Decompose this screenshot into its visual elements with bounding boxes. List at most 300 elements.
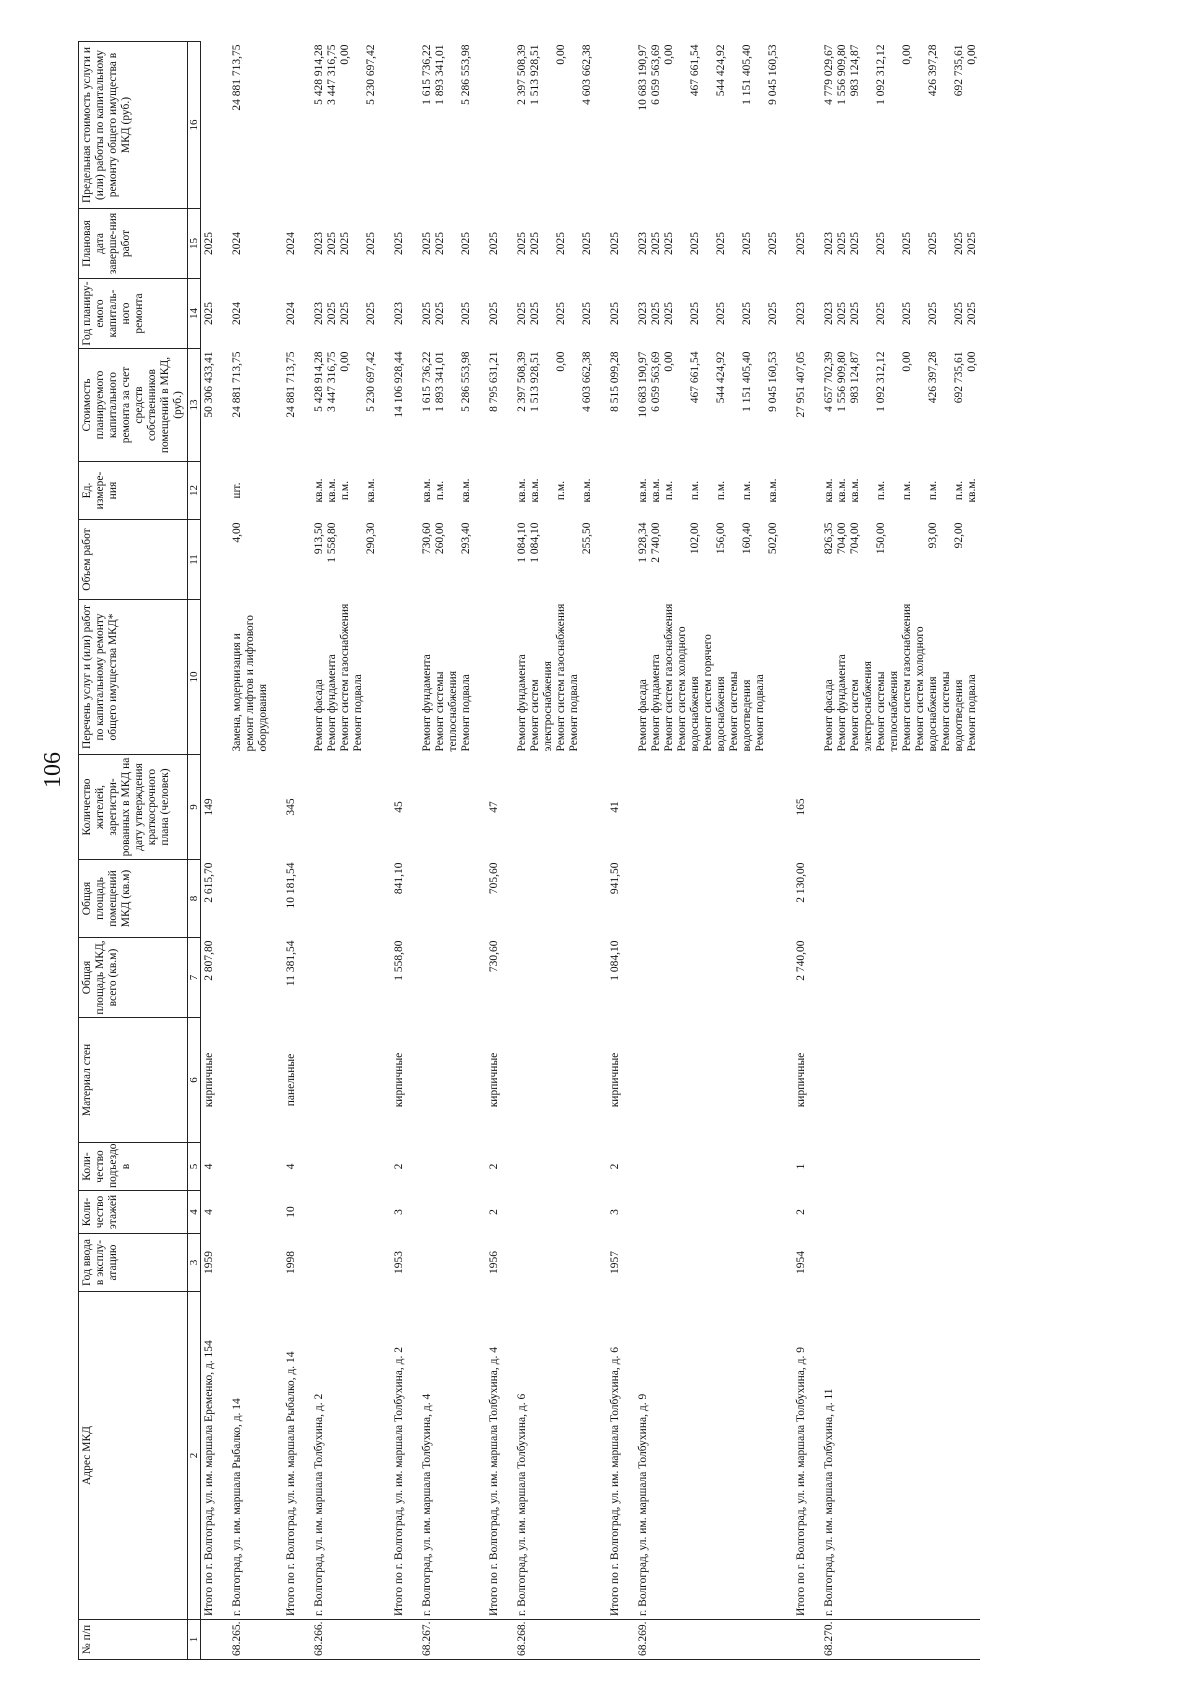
unit-line — [940, 465, 953, 517]
works-list-line: Ремонт подвала — [352, 674, 364, 752]
works-list — [595, 600, 623, 755]
work-volume-line: 913,50 — [313, 522, 325, 555]
work-volume-line: 93,00 — [927, 522, 939, 549]
work-volume — [474, 520, 502, 600]
column-header-6: Материал стен — [79, 1018, 188, 1143]
residents-count — [502, 755, 595, 860]
limit-cost — [595, 42, 623, 209]
completion-date-line: 2025 — [581, 232, 593, 255]
column-number-2: 2 — [188, 1292, 201, 1620]
planned-year-line — [888, 282, 901, 346]
planned-year-line: 2023 — [795, 302, 807, 325]
work-volume-line: 290,30 — [365, 522, 377, 555]
column-header-14: Год планиру-емого капиталь-ного ремонта — [79, 279, 188, 349]
work-volume — [217, 520, 271, 600]
address-cell: г. Волгоград, ул. им. маршала Толбухина, д. 4 — [421, 1393, 433, 1616]
total-area — [809, 938, 980, 1018]
repair-cost — [474, 349, 502, 462]
total-row — [379, 42, 407, 1660]
commission-year — [217, 1234, 271, 1292]
works-list-line: Ремонт системы теплоснабжения — [434, 671, 459, 752]
completion-date-line: 2025 — [203, 232, 215, 255]
column-header-15: Плановая дата заверше-ния работ — [79, 209, 188, 279]
limit-cost-line: 1 615 736,22 — [421, 44, 433, 105]
completion-date-line: 2025 — [795, 232, 807, 255]
planned-year-line: 2023 — [313, 302, 325, 325]
unit-line: кв.м. — [365, 478, 377, 503]
repair-cost-line — [940, 352, 953, 459]
entrances-count — [623, 1143, 781, 1191]
total-row — [271, 42, 299, 1660]
planned-year-line: 2025 — [434, 302, 446, 325]
unit — [809, 462, 980, 520]
rooms-area: 941,50 — [609, 862, 621, 895]
completion-date-line: 2025 — [488, 232, 500, 255]
planned-year — [502, 279, 595, 349]
wall-material: кирпичные — [203, 1052, 215, 1108]
total-row — [595, 42, 623, 1660]
rooms-area: 2 615,70 — [203, 862, 215, 903]
work-volume-line — [888, 523, 901, 597]
work-volume-line — [676, 523, 689, 597]
limit-cost-line — [568, 45, 581, 206]
repair-cost-line: 0,00 — [339, 351, 351, 372]
repair-cost-line: 5 230 697,42 — [365, 351, 377, 412]
limit-cost-line: 692 735,61 — [953, 44, 965, 97]
completion-date-line: 2025 — [741, 232, 753, 255]
repair-cost — [271, 349, 299, 462]
unit-line: п.м. — [663, 480, 675, 501]
completion-date-line: 2025 — [953, 232, 965, 255]
completion-date-line: 2023 — [823, 232, 835, 255]
limit-cost-line: 4 603 662,38 — [581, 44, 593, 105]
item-number: 68.270. — [809, 1620, 980, 1660]
repair-cost-line: 426 397,28 — [927, 351, 939, 404]
limit-cost-line: 983 124,87 — [849, 44, 861, 97]
unit-line — [702, 465, 715, 517]
work-volume — [201, 520, 218, 600]
works-list-line: Ремонт фундамента — [421, 654, 433, 752]
unit-line — [447, 465, 460, 517]
unit-line: кв.м. — [823, 478, 835, 503]
total-area — [407, 938, 474, 1018]
column-number-1: 1 — [188, 1620, 201, 1660]
work-volume-line — [568, 523, 581, 597]
repair-cost-line: 0,00 — [966, 351, 978, 372]
completion-date — [271, 209, 299, 279]
work-volume-line: 704,00 — [849, 522, 861, 555]
completion-date-line — [862, 212, 875, 276]
floors-count: 2 — [795, 1209, 807, 1215]
limit-cost — [809, 42, 980, 209]
limit-cost-line: 24 881 713,75 — [231, 44, 243, 111]
completion-date-line: 2025 — [901, 232, 913, 255]
unit — [299, 462, 379, 520]
completion-date-line: 2025 — [836, 232, 848, 255]
limit-cost-line: 2 397 508,39 — [516, 44, 528, 105]
entrances-count — [809, 1143, 980, 1191]
repair-cost — [623, 349, 781, 462]
planned-year-line: 2025 — [836, 302, 848, 325]
works-list — [623, 600, 781, 755]
address-cell: Итого по г. Волгоград, ул. им. маршала Толбухина, д. 6 — [609, 1347, 621, 1616]
limit-cost-line: 544 424,92 — [715, 44, 727, 97]
table-row — [809, 42, 980, 1660]
completion-date-line — [888, 212, 901, 276]
limit-cost — [201, 42, 218, 209]
unit-line: кв.м. — [529, 478, 541, 503]
entrances-count — [502, 1143, 595, 1191]
completion-date-line — [568, 212, 581, 276]
repair-cost-line — [862, 352, 875, 459]
column-number-10: 10 — [188, 600, 201, 755]
repair-cost-line: 1 893 341,01 — [434, 351, 446, 412]
rooms-area — [623, 860, 781, 938]
repair-cost-line — [447, 352, 460, 459]
table-row — [299, 42, 379, 1660]
completion-date — [809, 209, 980, 279]
work-volume-line: 4,00 — [231, 522, 243, 543]
planned-year-line: 2025 — [488, 302, 500, 325]
completion-date-line — [728, 212, 741, 276]
works-list-line: Ремонт систем электроснабжения — [529, 661, 554, 752]
repair-cost-line — [568, 352, 581, 459]
limit-cost-line — [352, 45, 365, 206]
table-body — [201, 42, 981, 1660]
commission-year: 1959 — [203, 1251, 215, 1274]
work-volume-line — [901, 523, 914, 597]
unit-line: п.м. — [434, 480, 446, 501]
work-volume-line: 502,00 — [767, 522, 779, 555]
repair-cost-line: 4 657 702,39 — [823, 351, 835, 412]
work-volume-line — [940, 523, 953, 597]
residents-count — [217, 755, 271, 860]
table-row — [623, 42, 781, 1660]
total-area: 2 740,00 — [795, 940, 807, 981]
floors-count — [809, 1191, 980, 1234]
limit-cost-line: 1 513 928,51 — [529, 44, 541, 105]
completion-date-line — [542, 212, 555, 276]
unit-line: п.м. — [339, 480, 351, 501]
unit-line: п.м. — [689, 480, 701, 501]
completion-date — [299, 209, 379, 279]
works-list-line: Ремонт фундамента — [326, 654, 338, 752]
completion-date — [623, 209, 781, 279]
column-header-11: Объем работ — [79, 520, 188, 600]
unit-line: кв.м. — [460, 478, 472, 503]
column-number-row — [188, 42, 201, 1660]
unit-line: кв.м. — [516, 478, 528, 503]
repair-cost — [201, 349, 218, 462]
completion-date-line: 2025 — [966, 232, 978, 255]
item-number: 68.269. — [623, 1620, 781, 1660]
planned-year — [809, 279, 980, 349]
completion-date-line: 2025 — [650, 232, 662, 255]
work-volume-line: 1 084,10 — [529, 522, 541, 563]
work-volume-line — [555, 523, 568, 597]
planned-year-line: 2025 — [901, 302, 913, 325]
works-list — [474, 600, 502, 755]
repair-cost-line — [542, 352, 555, 459]
works-list-line: Ремонт систем газоснабжения — [663, 603, 675, 752]
table-row — [502, 42, 595, 1660]
work-volume — [502, 520, 595, 600]
repair-cost-line — [728, 352, 741, 459]
floors-count: 10 — [285, 1206, 297, 1218]
residents-count: 41 — [609, 801, 621, 813]
repair-cost-line — [754, 352, 767, 459]
column-number-6: 6 — [188, 1018, 201, 1143]
repair-cost-line: 8 795 631,21 — [488, 351, 500, 412]
entrances-count: 4 — [285, 1163, 297, 1170]
works-list — [781, 600, 809, 755]
address-cell: г. Волгоград, ул. им. маршала Толбухина, д. 2 — [313, 1393, 325, 1616]
table-row — [217, 42, 271, 1660]
column-number-14: 14 — [188, 279, 201, 349]
works-list-line: Ремонт систем электроснабжения — [849, 661, 874, 752]
work-volume — [407, 520, 474, 600]
column-number-9: 9 — [188, 755, 201, 860]
column-number-13: 13 — [188, 349, 201, 462]
repair-cost-line: 27 951 407,05 — [795, 351, 807, 418]
work-volume — [271, 520, 299, 600]
planned-year-line: 2025 — [460, 302, 472, 325]
limit-cost-line — [914, 45, 927, 206]
work-volume — [781, 520, 809, 600]
completion-date-line: 2025 — [326, 232, 338, 255]
unit-line: кв.м. — [836, 478, 848, 503]
completion-date-line: 2023 — [313, 232, 325, 255]
repair-cost-line — [676, 352, 689, 459]
work-volume-line: 826,35 — [823, 522, 835, 555]
limit-cost-line: 426 397,28 — [927, 44, 939, 97]
planned-year-line — [542, 282, 555, 346]
works-list-line: Ремонт системы водоотведения — [940, 671, 965, 752]
repair-cost-line: 10 683 190,97 — [637, 351, 649, 418]
planned-year-line — [568, 282, 581, 346]
work-volume-line — [914, 523, 927, 597]
planned-year-line: 2025 — [529, 302, 541, 325]
limit-cost — [299, 42, 379, 209]
work-volume-line: 92,00 — [953, 522, 965, 549]
planned-year-line: 2025 — [365, 302, 377, 325]
limit-cost-line: 1 893 341,01 — [434, 44, 446, 105]
unit-line: кв.м. — [313, 478, 325, 503]
repair-cost-line: 14 106 928,44 — [393, 351, 405, 418]
work-volume-line — [862, 523, 875, 597]
planned-year-line: 2025 — [715, 302, 727, 325]
residents-count: 149 — [203, 798, 215, 816]
completion-date — [502, 209, 595, 279]
works-list-line: Замена, модернизация и ремонт лифтов и лифтового оборудования — [231, 615, 269, 752]
planned-year-line: 2025 — [689, 302, 701, 325]
column-number-5: 5 — [188, 1143, 201, 1191]
works-list-line: Ремонт фундамента — [650, 654, 662, 752]
work-volume-line: 2 740,00 — [650, 522, 662, 563]
page-number: 106 — [40, 752, 66, 788]
completion-date — [781, 209, 809, 279]
address-cell: Итого по г. Волгоград, ул. им. маршала Рыбалко, д. 14 — [285, 1351, 297, 1616]
completion-date-line: 2025 — [663, 232, 675, 255]
planned-year — [379, 279, 407, 349]
unit-line — [568, 465, 581, 517]
planned-year-line — [676, 282, 689, 346]
limit-cost — [407, 42, 474, 209]
planned-year — [781, 279, 809, 349]
address-cell: г. Волгоград, ул. им. маршала Толбухина, д. 9 — [637, 1393, 649, 1616]
planned-year — [623, 279, 781, 349]
entrances-count: 2 — [488, 1163, 500, 1170]
planned-year-line — [728, 282, 741, 346]
work-volume-line — [447, 523, 460, 597]
planned-year-line: 2025 — [953, 302, 965, 325]
planned-year-line: 2025 — [203, 302, 215, 325]
repair-cost-line: 50 306 433,41 — [203, 351, 215, 418]
wall-material: панельные — [285, 1053, 297, 1107]
repair-cost — [217, 349, 271, 462]
works-list — [809, 600, 980, 755]
works-list-line: Ремонт систем газоснабжения — [901, 603, 913, 752]
work-volume-line: 255,50 — [581, 522, 593, 555]
planned-year — [201, 279, 218, 349]
commission-year — [299, 1234, 379, 1292]
rooms-area — [217, 860, 271, 938]
unit — [595, 462, 623, 520]
works-list — [407, 600, 474, 755]
item-number — [379, 1620, 407, 1660]
work-volume — [299, 520, 379, 600]
works-list-line: Ремонт системы водоотведения — [728, 671, 753, 752]
completion-date — [379, 209, 407, 279]
repair-cost-line: 467 661,54 — [689, 351, 701, 404]
total-area — [502, 938, 595, 1018]
total-area: 730,60 — [488, 940, 500, 973]
works-list — [217, 600, 271, 755]
unit-line: п.м. — [875, 480, 887, 501]
completion-date-line — [914, 212, 927, 276]
unit-line — [542, 465, 555, 517]
repair-cost-line: 2 397 508,39 — [516, 351, 528, 412]
repair-cost-line — [352, 352, 365, 459]
work-volume — [623, 520, 781, 600]
repair-cost-line: 1 513 928,51 — [529, 351, 541, 412]
entrances-count — [299, 1143, 379, 1191]
limit-cost-line: 4 779 029,67 — [823, 44, 835, 105]
completion-date-line: 2025 — [339, 232, 351, 255]
work-volume-line: 102,00 — [689, 522, 701, 555]
repair-cost — [379, 349, 407, 462]
work-volume — [379, 520, 407, 600]
entrances-count — [407, 1143, 474, 1191]
commission-year: 1956 — [488, 1251, 500, 1274]
work-volume-line: 1 558,80 — [326, 522, 338, 563]
completion-date-line: 2025 — [365, 232, 377, 255]
unit-line: п.м. — [927, 480, 939, 501]
commission-year: 1957 — [609, 1251, 621, 1274]
address-cell: г. Волгоград, ул. им. маршала Рыбалко, д. 14 — [231, 1398, 243, 1616]
limit-cost-line: 0,00 — [663, 44, 675, 65]
work-volume-line — [702, 523, 715, 597]
work-volume-line — [542, 523, 555, 597]
work-volume-line: 730,60 — [421, 522, 433, 555]
column-header-2: Адрес МКД — [79, 1292, 188, 1620]
repair-cost-line — [888, 352, 901, 459]
total-area: 1 084,10 — [609, 940, 621, 981]
planned-year-line: 2025 — [927, 302, 939, 325]
limit-cost-line: 0,00 — [555, 44, 567, 65]
planned-year — [299, 279, 379, 349]
unit-line: п.м. — [741, 480, 753, 501]
limit-cost-line — [862, 45, 875, 206]
works-list-line: Ремонт подвала — [460, 674, 472, 752]
repair-cost-line: 544 424,92 — [715, 351, 727, 404]
unit-line: кв.м. — [849, 478, 861, 503]
repair-cost-line: 24 881 713,75 — [231, 351, 243, 418]
wall-material — [623, 1018, 781, 1143]
planned-year-line — [754, 282, 767, 346]
repair-cost-line: 983 124,87 — [849, 351, 861, 404]
completion-date-line: 2025 — [529, 232, 541, 255]
works-list-line: Ремонт системы теплоснабжения — [875, 671, 900, 752]
repair-cost-line: 1 556 909,80 — [836, 351, 848, 412]
limit-cost-line: 10 683 190,97 — [637, 44, 649, 111]
unit — [623, 462, 781, 520]
rooms-area: 10 181,54 — [285, 862, 297, 909]
repair-cost-line — [702, 352, 715, 459]
completion-date-line: 2025 — [875, 232, 887, 255]
work-volume-line — [339, 523, 352, 597]
unit-line — [352, 465, 365, 517]
completion-date-line: 2024 — [231, 232, 243, 255]
limit-cost-line — [447, 45, 460, 206]
wall-material — [299, 1018, 379, 1143]
limit-cost-line: 5 286 553,98 — [460, 44, 472, 105]
planned-year-line: 2024 — [285, 302, 297, 325]
rooms-area: 841,10 — [393, 862, 405, 895]
work-volume-line: 260,00 — [434, 522, 446, 555]
commission-year — [407, 1234, 474, 1292]
planned-year-line: 2024 — [231, 302, 243, 325]
repair-cost-line: 692 735,61 — [953, 351, 965, 404]
floors-count — [502, 1191, 595, 1234]
total-area — [623, 938, 781, 1018]
work-volume-line: 704,00 — [836, 522, 848, 555]
address-cell: Итого по г. Волгоград, ул. им. маршала Толбухина, д. 4 — [488, 1347, 500, 1616]
planned-year-line: 2025 — [663, 302, 675, 325]
completion-date-line: 2024 — [285, 232, 297, 255]
completion-date — [474, 209, 502, 279]
unit — [379, 462, 407, 520]
residents-count — [623, 755, 781, 860]
completion-date-line: 2025 — [927, 232, 939, 255]
residents-count: 45 — [393, 801, 405, 813]
table-row — [407, 42, 474, 1660]
repair-cost — [407, 349, 474, 462]
works-list-line: Ремонт систем горячего водоснабжения — [702, 634, 727, 752]
item-number — [201, 1620, 218, 1660]
limit-cost-line — [702, 45, 715, 206]
address-cell: г. Волгоград, ул. им. маршала Толбухина, д. 6 — [516, 1393, 528, 1616]
unit-line — [676, 465, 689, 517]
planned-year-line — [702, 282, 715, 346]
unit-line: п.м. — [901, 480, 913, 501]
works-list-line: Ремонт фундамента — [516, 654, 528, 752]
completion-date — [201, 209, 218, 279]
planned-year-line: 2025 — [581, 302, 593, 325]
repair-cost-line: 1 151 405,40 — [741, 351, 753, 412]
works-list — [299, 600, 379, 755]
works-list-line: Ремонт подвала — [568, 674, 580, 752]
